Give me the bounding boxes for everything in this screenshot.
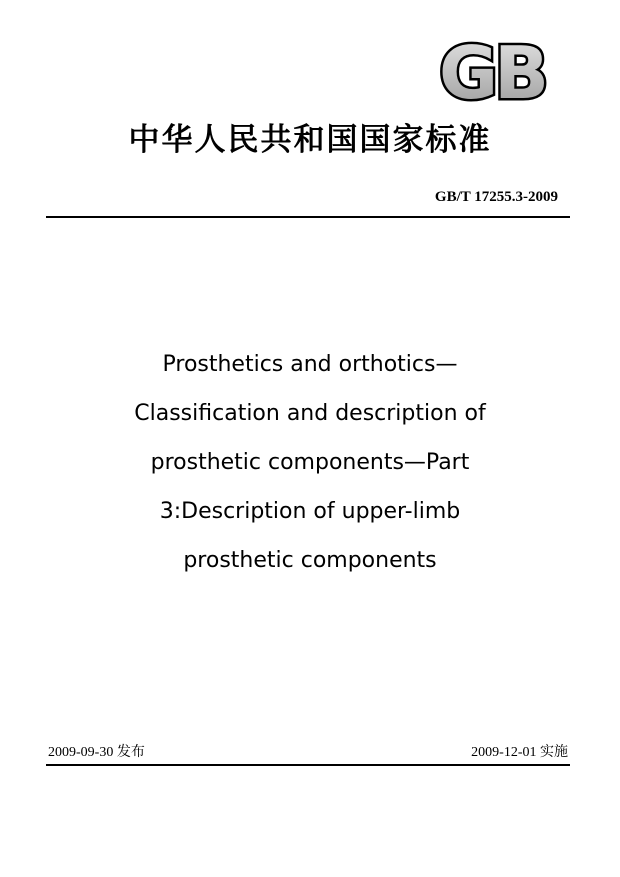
issue-date: 2009-09-30 发布: [48, 745, 145, 760]
title-line: prosthetic components—Part: [150, 450, 470, 475]
header-divider: [46, 216, 570, 218]
title-line: prosthetic components: [183, 548, 437, 573]
title-line: Prosthetics and orthotics—: [162, 352, 458, 377]
gb-logo: [427, 38, 557, 106]
issuing-organization: 中华人民共和国国家标准: [128, 122, 492, 158]
implementation-date: 2009-12-01 实施: [471, 745, 568, 760]
title-line: 3:Description of upper-limb: [159, 499, 461, 524]
standard-number: GB/T 17255.3-2009: [434, 189, 558, 205]
title-line: Classification and description of: [134, 401, 486, 426]
footer-divider: [46, 764, 570, 766]
gb-logo-lettering: GB: [439, 38, 545, 106]
document-title: [60, 340, 560, 585]
